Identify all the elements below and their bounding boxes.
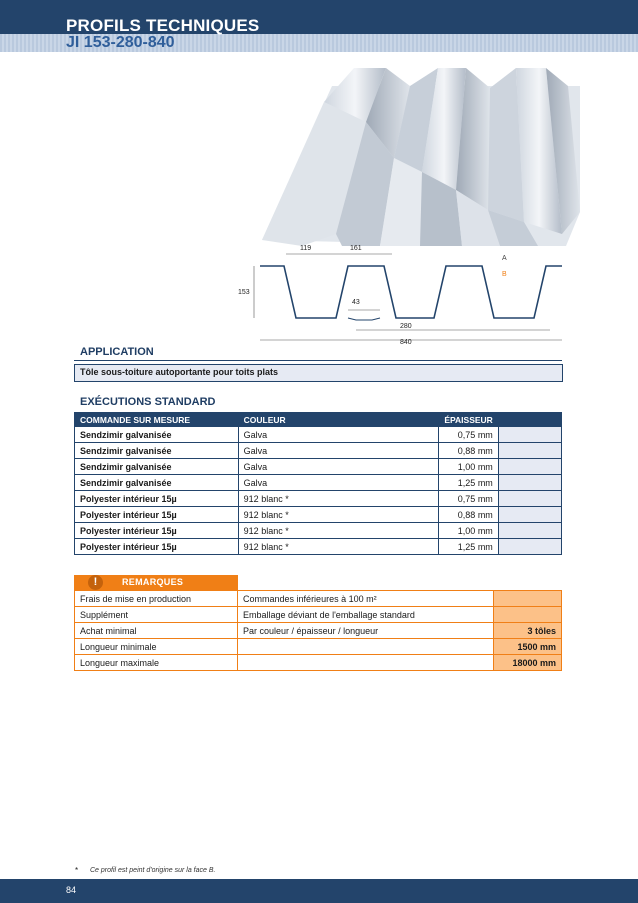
page-number: 84 [66,885,77,895]
cell-empty [498,459,561,475]
dim-119: 119 [300,245,312,252]
cell-couleur: 912 blanc * [238,539,438,555]
page-header [0,0,638,52]
cell-couleur: Galva [238,459,438,475]
cell-couleur: Galva [238,443,438,459]
cell-empty [498,491,561,507]
profile-groove [348,318,380,320]
cell-value [494,591,562,607]
page-subtitle: JI 153-280-840 [66,34,175,51]
cell-value: 1500 mm [494,639,562,655]
cell-epaisseur: 1,00 mm [438,459,498,475]
dim-280: 280 [400,323,412,330]
col-empty [498,413,561,427]
exclamation-icon: ! [88,575,103,590]
cell-couleur: 912 blanc * [238,491,438,507]
cell-detail [238,655,494,671]
application-rule [74,360,562,361]
page-footer [0,879,638,903]
cell-commande: Polyester intérieur 15µ [75,523,239,539]
cell-epaisseur: 0,88 mm [438,507,498,523]
dim-161: 161 [350,245,362,252]
table-row [75,539,562,555]
footnote-text: Ce profil est peint d'origine sur la face B. [90,867,216,874]
cell-epaisseur: 0,75 mm [438,491,498,507]
application-box [74,364,563,382]
face-a-label: A [502,255,507,262]
table-row [75,459,562,475]
dim-153: 153 [238,289,250,296]
table-row [75,427,562,443]
standard-table [74,412,562,555]
col-couleur: COULEUR [238,413,438,427]
cell-couleur: Galva [238,427,438,443]
table-row [75,639,562,655]
cell-empty [498,475,561,491]
cell-value: 18000 mm [494,655,562,671]
cell-couleur: Galva [238,475,438,491]
page-title: PROFILS TECHNIQUES [66,16,260,35]
cell-detail: Commandes inférieures à 100 m² [238,591,494,607]
sheet-illustration [262,62,580,246]
cell-empty [498,427,561,443]
cell-couleur: 912 blanc * [238,523,438,539]
table-row [75,607,562,623]
footnote-marker: * [75,866,79,875]
profile-cross-section [232,236,572,348]
table-row [75,591,562,607]
cell-empty [498,443,561,459]
cell-detail: Emballage déviant de l'emballage standard [238,607,494,623]
cell-commande: Sendzimir galvanisée [75,427,239,443]
cell-detail: Par couleur / épaisseur / longueur [238,623,494,639]
cell-commande: Polyester intérieur 15µ [75,539,239,555]
profile-outline [260,266,562,318]
dim-840: 840 [400,339,412,346]
face-b-label: B [502,271,507,278]
col-commande: COMMANDE SUR MESURE [75,413,239,427]
cell-epaisseur: 0,88 mm [438,443,498,459]
cell-label: Achat minimal [75,623,238,639]
dim-43: 43 [352,299,360,306]
standard-title: EXÉCUTIONS STANDARD [80,396,216,408]
cell-label: Longueur minimale [75,639,238,655]
table-row [75,507,562,523]
remarques-header [74,575,238,590]
cell-commande: Sendzimir galvanisée [75,459,239,475]
table-row [75,655,562,671]
standard-header-row [75,413,562,427]
application-text: Tôle sous-toiture autoportante pour toits plats [80,367,278,377]
cell-commande: Polyester intérieur 15µ [75,507,239,523]
cell-epaisseur: 1,00 mm [438,523,498,539]
table-row [75,623,562,639]
table-row [75,475,562,491]
cell-value [494,607,562,623]
cell-epaisseur: 1,25 mm [438,539,498,555]
cell-empty [498,523,561,539]
cell-detail [238,639,494,655]
application-title: APPLICATION [80,346,154,358]
cell-commande: Sendzimir galvanisée [75,443,239,459]
remarques-title: REMARQUES [122,577,184,587]
col-epaisseur: ÉPAISSEUR [438,413,498,427]
cell-epaisseur: 1,25 mm [438,475,498,491]
cell-empty [498,539,561,555]
cell-commande: Polyester intérieur 15µ [75,491,239,507]
cell-label: Frais de mise en production [75,591,238,607]
cell-label: Longueur maximale [75,655,238,671]
table-row [75,443,562,459]
table-row [75,491,562,507]
cell-empty [498,507,561,523]
cell-label: Supplément [75,607,238,623]
cell-couleur: 912 blanc * [238,507,438,523]
remarques-table [74,590,562,671]
cell-value: 3 tôles [494,623,562,639]
table-row [75,523,562,539]
cell-commande: Sendzimir galvanisée [75,475,239,491]
cell-epaisseur: 0,75 mm [438,427,498,443]
